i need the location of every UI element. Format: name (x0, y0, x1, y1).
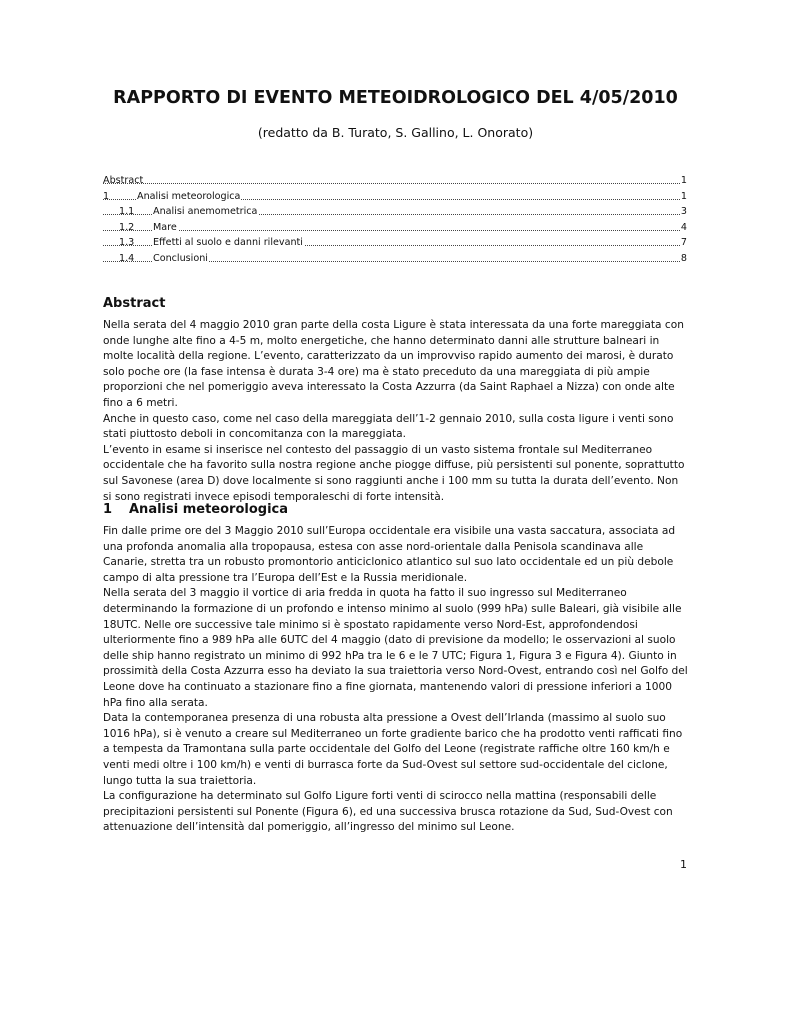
toc-entry-effetti[interactable] (103, 235, 687, 251)
toc-entry-mare[interactable] (103, 220, 687, 236)
toc-number: 1.4 (119, 252, 135, 264)
toc-page: 4 (680, 220, 687, 236)
section-paragraph: Data la contemporanea presenza di una robusta alta pressione a Ovest dell’Irlanda (massimo al suolo suo 1016 hPa), si è venuto a creare sul Mediterraneo un forte gradiente barico che ha prodotto venti rafficati fino a tempesta da Tramontana sulla parte occidentale del Golfo del Leone (registrate raffiche oltre 160 km/h e venti medi oltre i 100 km/h) e venti di burrasca forte da Sud-Ovest sul settore sud-occidentale del ciclone, lungo tutta la sua traiettoria. (103, 712, 683, 787)
toc-label: Analisi anemometrica (153, 204, 258, 220)
abstract-paragraph: Nella serata del 4 maggio 2010 gran parte della costa Ligure è stata interessata da una forte mareggiata con onde lunghe alte fino a 4-5 m, molto energetiche, che hanno determinato danni alle strutture balneari in molte località della regione. L’evento, caratterizzato da un improvviso rapido aumento dei marosi, è durato solo poche ore (la fase intensa è durata 3-4 ore) ma è stato preceduto da una mareggiata di più ampie proporzioni che nel pomeriggio aveva interessato la Costa Azzurra (da Saint Raphael a Nizza) con onde alte fino a 6 metri. (103, 319, 684, 409)
toc-label: Abstract (103, 173, 144, 189)
toc-leader (103, 183, 680, 184)
toc-entry-analisi-meteorologica[interactable] (103, 189, 687, 205)
abstract-body (103, 318, 688, 505)
toc-number: 1.1 (119, 206, 135, 217)
toc-page: 3 (680, 204, 687, 220)
toc-number: 1 (103, 190, 110, 202)
abstract-paragraph: Anche in questo caso, come nel caso della mareggiata dell’1-2 gennaio 2010, sulla costa ligure i venti sono stati piuttosto deboli in concomitanza con la mareggiata. (103, 412, 674, 441)
toc-page: 8 (680, 251, 687, 267)
toc-entry-abstract[interactable] (103, 173, 687, 189)
table-of-contents (103, 173, 687, 266)
section-number: 1 (103, 502, 113, 517)
toc-label: Mare (153, 220, 178, 236)
toc-number: 1.3 (119, 237, 135, 248)
toc-label: Analisi meteorologica (137, 189, 241, 205)
section-paragraph: Nella serata del 3 maggio il vortice di aria fredda in quota ha fatto il suo ingresso sul Mediterraneo determinando la formazione di un profondo e intenso minimo al suolo (999 hPa) sulle Baleari, già visibile alle 18UTC. Nelle ore successive tale minimo si è spostato rapidamente verso Nord-Est, approfondendosi ulteriormente fino a 989 hPa alle 6UTC del 4 maggio (dato di previsione da modello; le osservazioni al suolo delle ship hanno registrato un minimo di 992 hPa tra le 6 e le 7 UTC; Figura 1, Figura 3 e Figura 4). Giunto in prossimità della Costa Azzurra esso ha deviato la sua traiettoria verso Nord-Ovest, entrando così nel Golfo del Leone dove ha continuato a stazionare fino a fine giornata, mantenendo valori di pressione inferiori a 1000 hPa fino alla serata. (103, 587, 688, 709)
toc-label: Conclusioni (153, 251, 209, 267)
toc-entry-conclusioni[interactable] (103, 251, 687, 267)
section-paragraph: Fin dalle prime ore del 3 Maggio 2010 sull’Europa occidentale era visibile una vasta saccatura, associata ad una profonda anomalia alla tropopausa, estesa con asse nord-orientale dalla Penisola scandinava alle Canarie, stretta tra un robusto promontorio anticiclonico atlantico sul suo lato occidentale ed un più debole campo di alta pressione tra l’Europa dell’Est e la Russia meridionale. (103, 525, 676, 584)
toc-entry-analisi-anemometrica[interactable] (103, 204, 687, 220)
toc-label: Effetti al suolo e danni rilevanti (153, 235, 304, 251)
toc-number: 1.2 (119, 221, 135, 233)
document-authors: (redatto da B. Turato, S. Gallino, L. Onorato) (257, 125, 534, 140)
document-title: RAPPORTO DI EVENTO METEOIDROLOGICO DEL 4/05/2010 (113, 88, 678, 108)
toc-page: 1 (680, 189, 687, 205)
toc-page: 1 (680, 173, 687, 189)
abstract-heading: Abstract (103, 296, 166, 311)
page-number: 1 (680, 858, 687, 871)
toc-leader (103, 230, 680, 231)
abstract-paragraph: L’evento in esame si inserisce nel contesto del passaggio di un vasto sistema frontale sul Mediterraneo occidentale che ha favorito sulla nostra regione anche piogge diffuse, più persistenti sul ponente, soprattutto sul Savonese (area D) dove localmente si sono raggiunti anche i 100 mm su tutta la durata dell’evento. Non si sono registrati invece episodi temporaleschi di forte intensità. (103, 443, 685, 503)
section-title: Analisi meteorologica (129, 502, 289, 517)
toc-page: 7 (680, 235, 687, 251)
section-paragraph: La configurazione ha determinato sul Golfo Ligure forti venti di scirocco nella mattina (responsabili delle precipitazioni persistenti sul Ponente (Figura 6), ed una successiva brusca rotazione da Sud, Sud-Ovest con attenuazione dell’intensità dal pomeriggio, all’ingresso del minimo sul Leone. (103, 790, 673, 834)
section-body (103, 524, 688, 836)
section-heading (103, 502, 288, 517)
